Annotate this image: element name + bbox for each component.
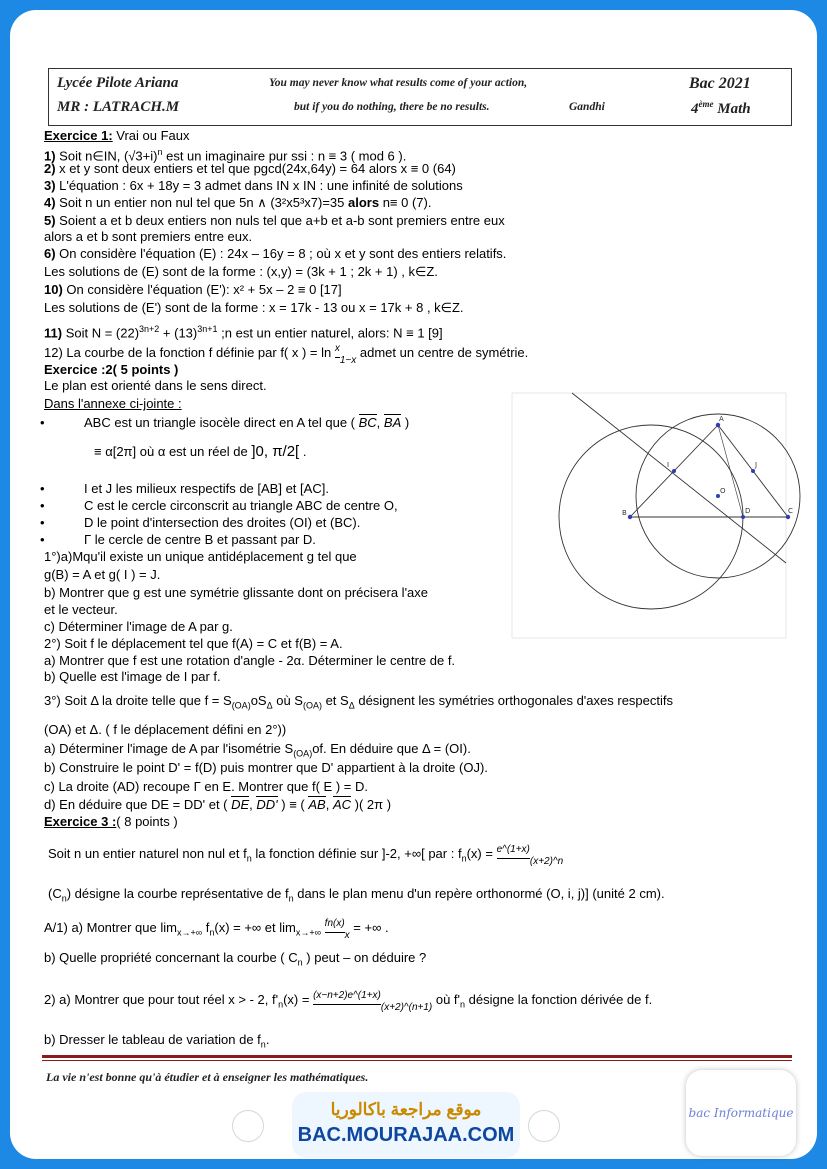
text-segment: e^(1+x) xyxy=(497,842,530,859)
text-segment: ]0, π/2[ xyxy=(251,443,300,460)
text-segment: Δ xyxy=(266,700,273,711)
text-line xyxy=(44,988,652,1016)
text-segment: Dans l'annexe ci-jointe : xyxy=(44,396,182,411)
point-b xyxy=(628,515,632,519)
text-segment: n xyxy=(461,853,467,864)
label-c: C xyxy=(788,507,793,515)
text-segment: Exercice 3 : xyxy=(44,814,117,829)
text-segment: n≡ 0 (7). xyxy=(379,195,432,210)
footer-rule-thin xyxy=(42,1060,792,1061)
text-segment: n xyxy=(61,893,67,904)
text-segment: 5) xyxy=(44,213,56,228)
point-d xyxy=(741,515,745,519)
text-segment: • xyxy=(40,415,45,430)
text-segment: n xyxy=(260,1039,266,1050)
text-segment: ) xyxy=(401,415,410,430)
text-segment: 2) a) Montrer que pour tout réel x > - 2, f' xyxy=(44,992,279,1007)
text-line xyxy=(44,567,160,583)
text-segment: b) Quelle est l'image de I par f. xyxy=(44,669,221,684)
text-segment: où f' xyxy=(432,992,461,1007)
text-line xyxy=(40,498,398,514)
footer-rule xyxy=(42,1055,792,1058)
footer-motto: La vie n'est bonne qu'à étudier et à enseigner les mathématiques. xyxy=(46,1070,369,1084)
text-line xyxy=(44,797,391,813)
site-link[interactable]: BAC.MOURAJAA.COM xyxy=(297,1124,515,1146)
text-segment: • xyxy=(40,498,45,513)
text-line xyxy=(44,760,488,776)
point-c xyxy=(786,515,790,519)
quote-line-1: You may never know what results come of your action, xyxy=(269,77,528,89)
text-segment: b) Construire le point D' = f(D) puis montrer que D' appartient à la droite (OJ). xyxy=(44,760,488,775)
geometry-figure xyxy=(512,393,793,638)
point-j xyxy=(751,469,755,473)
text-segment: • xyxy=(40,515,45,530)
text-segment: b) Quelle propriété concernant la courbe ( C xyxy=(44,950,298,965)
text-line xyxy=(40,481,329,497)
text-segment: (OA) xyxy=(293,748,313,759)
text-segment: Soit n un entier naturel non nul et f xyxy=(48,846,247,861)
text-segment: f xyxy=(202,920,210,935)
text-segment: x→+∞ xyxy=(176,927,203,938)
text-line xyxy=(44,282,342,298)
text-line xyxy=(44,779,368,795)
text-segment: x xyxy=(335,341,340,358)
text-line xyxy=(44,653,455,669)
text-segment: désignent les symétries orthogonales d'axes respectifs xyxy=(354,693,673,708)
text-line xyxy=(44,300,464,316)
text-segment: 1°)a)Mqu'il existe un unique antidéplacement g tel que xyxy=(44,549,357,564)
label-d: D xyxy=(745,507,751,515)
text-segment: a) Déterminer l'image de A par l'isométrie S xyxy=(44,741,294,756)
text-segment: ) peut – on déduire ? xyxy=(302,950,427,965)
text-segment: 4) xyxy=(44,195,56,210)
text-segment: DD' xyxy=(256,797,278,812)
text-line xyxy=(44,814,178,830)
text-segment: of. En déduire que Δ = (OI). xyxy=(312,741,471,756)
text-segment: Vrai ou Faux xyxy=(112,128,190,143)
text-segment: ;n est un entier naturel, alors: N ≡ 1 [9] xyxy=(217,325,443,341)
text-segment: Soit n un entier non nul tel que 5n ∧ (3²x5³x7)=35 xyxy=(55,195,349,210)
text-line xyxy=(44,722,286,738)
text-segment: 3n+2 xyxy=(139,324,160,334)
text-segment: n xyxy=(209,927,215,938)
point-i xyxy=(672,469,676,473)
text-segment: L'équation : 6x + 18y = 3 admet dans IN x IN : une infinité de solutions xyxy=(55,178,463,193)
text-line xyxy=(40,515,361,531)
text-segment: , xyxy=(325,797,333,812)
text-segment: admet un centre de symétrie. xyxy=(356,345,529,360)
quote-line-2: but if you do nothing, there be no results. xyxy=(294,101,490,113)
text-segment: • xyxy=(40,481,45,496)
text-segment: la fonction définie sur ]-2, +∞[ par : f xyxy=(251,846,462,861)
document-page xyxy=(10,10,817,1159)
text-segment: Le plan est orienté dans le sens direct. xyxy=(44,378,267,393)
text-segment: Exercice :2( 5 points ) xyxy=(44,362,179,377)
text-segment: AC xyxy=(332,797,352,812)
text-segment: alors a et b sont premiers entre eux. xyxy=(44,229,253,244)
quote-author: Gandhi xyxy=(569,101,605,113)
text-segment: On considère l'équation (E) : 24x – 16y = 8 ; où x et y sont des entiers relatifs. xyxy=(55,246,507,261)
text-segment: dans le plan menu d'un repère orthonormé (O, i, j)] (unité 2 cm). xyxy=(293,886,665,901)
text-segment: b) Montrer que g est une symétrie glissante dont on précisera l'axe xyxy=(44,585,429,600)
teacher-name: MR : LATRACH.M xyxy=(57,99,180,115)
text-segment: b) Dresser le tableau de variation de f xyxy=(44,1032,261,1047)
text-segment: ABC est un triangle isocèle direct en A tel que ( xyxy=(84,415,359,430)
text-segment: x xyxy=(344,930,350,941)
text-segment: (x) = +∞ et lim xyxy=(214,920,296,935)
segment-ad xyxy=(718,425,743,517)
text-segment: + (13) xyxy=(159,325,198,341)
text-segment: (x+2)^n xyxy=(529,856,564,867)
text-line xyxy=(44,950,426,971)
text-segment: oS xyxy=(250,693,267,708)
bac-informatique-badge: bac Informatique xyxy=(686,1070,796,1156)
text-segment: n xyxy=(460,999,466,1010)
label-o: O xyxy=(720,487,726,495)
text-segment: AB xyxy=(308,797,326,812)
site-arabic: موقع مراجعة باكالوريا xyxy=(330,1100,482,1119)
text-segment: Γ le cercle de centre B et passant par D. xyxy=(84,532,316,547)
text-segment: x→+∞ xyxy=(295,927,322,938)
text-segment: désigne la fonction dérivée de f. xyxy=(465,992,653,1007)
text-segment: 11) xyxy=(44,325,63,341)
text-line xyxy=(44,178,463,194)
text-line xyxy=(44,229,252,245)
label-a: A xyxy=(719,415,724,423)
text-segment: (x+2)^(n+1) xyxy=(380,1002,433,1013)
text-line xyxy=(44,669,221,685)
text-line xyxy=(44,128,190,144)
line-oi xyxy=(572,393,786,563)
text-segment: c) Déterminer l'image de A par g. xyxy=(44,619,233,634)
text-segment: (x) = xyxy=(283,992,314,1007)
text-line xyxy=(40,415,410,431)
point-a xyxy=(716,423,720,427)
text-segment: 3°) Soit Δ la droite telle que f = S xyxy=(44,693,232,708)
text-segment: (OA) et Δ. ( f le déplacement défini en 2°)) xyxy=(44,722,287,737)
text-line xyxy=(44,1032,269,1053)
text-segment: 3) xyxy=(44,178,56,193)
text-segment: Δ xyxy=(348,700,355,711)
text-segment: ( 8 points ) xyxy=(116,814,178,829)
text-segment: ) désigne la courbe représentative de f xyxy=(66,886,289,901)
text-segment: Les solutions de (E) sont de la forme : (x,y) = (3k + 1 ; 2k + 1) , k∈Z. xyxy=(44,264,438,279)
text-line xyxy=(44,602,118,618)
text-segment: . xyxy=(265,1032,270,1047)
text-segment: ≡ α[2π] où α est un réel de xyxy=(94,444,252,459)
logo-icon-right xyxy=(528,1110,560,1142)
text-segment: , xyxy=(376,415,384,430)
text-segment: n xyxy=(288,893,294,904)
text-segment: alors xyxy=(348,195,380,210)
label-i: I xyxy=(667,461,670,469)
text-segment: 12) La courbe de la fonction f définie par f( x ) = ln xyxy=(44,345,335,360)
text-segment: BC xyxy=(358,415,377,430)
text-segment: d) En déduire que DE = DD' et ( xyxy=(44,797,232,812)
exam-header xyxy=(48,68,792,126)
site-banner[interactable] xyxy=(292,1092,520,1158)
text-segment: BA xyxy=(383,415,402,430)
school-name: Lycée Pilote Ariana xyxy=(57,75,179,91)
text-segment: n xyxy=(246,853,252,864)
text-segment: n xyxy=(278,999,284,1010)
text-segment: a) Montrer que f est une rotation d'angle - 2α. Déterminer le centre de f. xyxy=(44,653,456,668)
text-line xyxy=(94,444,306,460)
text-line xyxy=(44,741,471,762)
text-segment: n xyxy=(297,957,303,968)
text-segment: 3n+1 xyxy=(197,324,218,334)
text-line xyxy=(44,362,178,378)
text-line xyxy=(44,549,357,565)
logo-icon-left xyxy=(232,1110,264,1142)
text-segment: Soient a et b deux entiers non nuls tel que a+b et a-b sont premiers entre eux xyxy=(55,213,505,228)
text-segment: Les solutions de (E') sont de la forme : x = 17k - 13 ou x = 17k + 8 , k∈Z. xyxy=(44,300,464,315)
text-segment: • xyxy=(40,532,45,547)
text-line xyxy=(44,213,505,229)
text-line xyxy=(40,532,316,548)
text-segment: (C xyxy=(48,886,62,901)
text-segment: I et J les milieux respectifs de [AB] et [AC]. xyxy=(84,481,329,496)
text-segment: 1) xyxy=(44,148,56,164)
text-segment: (OA) xyxy=(302,700,322,711)
text-segment: 2) xyxy=(44,161,56,176)
text-segment: g(B) = A et g( I ) = J. xyxy=(44,567,161,582)
text-segment: n xyxy=(157,147,163,157)
text-segment: A/1) a) Montrer que lim xyxy=(44,920,177,935)
text-line xyxy=(44,693,673,714)
text-segment: Exercice 1: xyxy=(44,128,113,143)
text-segment: x et y sont deux entiers et tel que pgcd(24x,64y) = 64 alors x ≡ 0 (64) xyxy=(55,161,456,176)
text-segment: ) ≡ ( xyxy=(277,797,309,812)
text-segment: On considère l'équation (E'): x² + 5x – 2 ≡ 0 [17] xyxy=(62,282,342,297)
text-line xyxy=(44,161,456,177)
text-segment: 10) xyxy=(44,282,63,297)
text-segment: où S xyxy=(272,693,303,708)
label-j: J xyxy=(755,461,758,469)
text-segment: )( 2π ) xyxy=(351,797,392,812)
text-segment: fn(x) xyxy=(325,916,345,933)
text-segment: est un imaginaire pur ssi : n ≡ 3 ( mod 6 ). xyxy=(162,148,407,164)
text-line xyxy=(44,396,182,412)
exam-level: 4ème Math xyxy=(691,99,751,117)
text-segment: Soit n∈IN, (√3+i) xyxy=(55,148,158,164)
text-line xyxy=(44,264,438,280)
text-line xyxy=(48,842,563,870)
text-line xyxy=(44,321,443,341)
text-line xyxy=(44,378,267,394)
text-segment: 6) xyxy=(44,246,56,261)
text-segment: (OA) xyxy=(231,700,251,711)
text-segment: 2°) Soit f le déplacement tel que f(A) = C et f(B) = A. xyxy=(44,636,343,651)
text-line xyxy=(48,886,665,907)
text-segment: DE xyxy=(231,797,250,812)
text-segment: 1−x xyxy=(339,355,357,366)
text-segment: . xyxy=(299,444,307,459)
text-line xyxy=(44,585,428,601)
text-segment: = +∞ . xyxy=(349,920,389,935)
text-segment: , xyxy=(249,797,257,812)
text-segment: et S xyxy=(321,693,349,708)
text-segment: et le vecteur. xyxy=(44,602,118,617)
text-line xyxy=(44,636,343,652)
text-line xyxy=(44,619,233,635)
text-line xyxy=(44,246,506,262)
text-line xyxy=(44,916,389,944)
exam-title: Bac 2021 xyxy=(689,75,751,92)
text-segment: (x) = xyxy=(466,846,497,861)
text-segment: (x−n+2)e^(1+x) xyxy=(313,988,381,1005)
exam-sheet xyxy=(34,10,799,1159)
text-segment: C est le cercle circonscrit au triangle ABC de centre O, xyxy=(84,498,398,513)
label-b: B xyxy=(622,509,627,517)
text-segment: Soit N = (22) xyxy=(62,325,140,341)
text-line xyxy=(44,195,431,211)
text-segment: c) La droite (AD) recoupe Γ en E. Montrer que f( E ) = D. xyxy=(44,779,368,794)
text-segment: D le point d'intersection des droites (OI) et (BC). xyxy=(84,515,361,530)
